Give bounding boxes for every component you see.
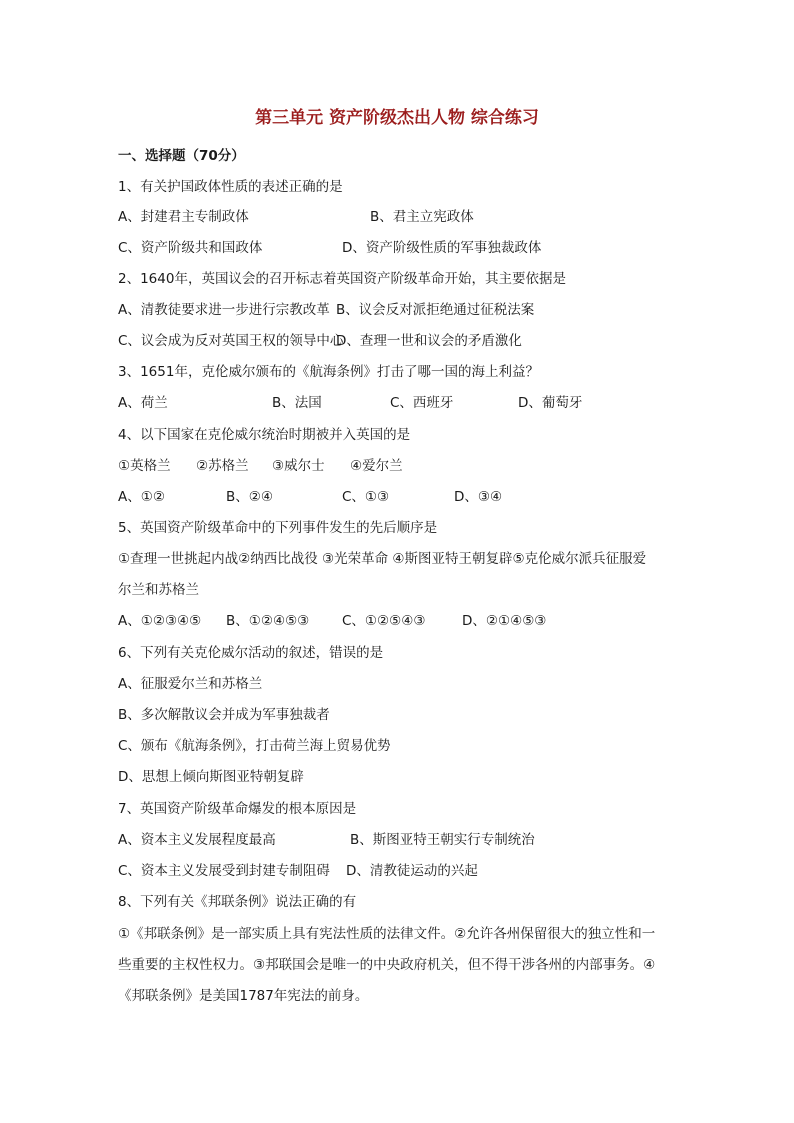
question-6-option-a: A、征服爱尔兰和苏格兰 bbox=[118, 676, 263, 692]
question-7-option-a: A、资本主义发展程度最高 bbox=[118, 832, 276, 848]
question-3-option-d: D、葡萄牙 bbox=[518, 395, 583, 411]
question-4-item-2: ②苏格兰 bbox=[196, 458, 249, 474]
question-3-option-a: A、荷兰 bbox=[118, 395, 168, 411]
question-7-option-c: C、资本主义发展受到封建专制阻碍 bbox=[118, 863, 330, 879]
section-heading: 一、选择题（70分） bbox=[118, 148, 245, 164]
question-2-option-d: D、查理一世和议会的矛盾激化 bbox=[336, 333, 522, 349]
question-6-stem: 6、下列有关克伦威尔活动的叙述，错误的是 bbox=[118, 645, 384, 661]
question-5-option-a: A、①②③④⑤ bbox=[118, 613, 202, 629]
question-1-option-b: B、君主立宪政体 bbox=[370, 209, 474, 225]
question-3-stem: 3、1651年，克伦威尔颁布的《航海条例》打击了哪一国的海上利益？ bbox=[118, 364, 539, 380]
question-4-option-c: C、①③ bbox=[342, 489, 390, 505]
question-3-option-b: B、法国 bbox=[272, 395, 322, 411]
question-4-item-1: ①英格兰 bbox=[118, 458, 171, 474]
question-8-stem: 8、下列有关《邦联条例》说法正确的有 bbox=[118, 894, 357, 910]
question-1-option-a: A、封建君主专制政体 bbox=[118, 209, 249, 225]
question-4-stem: 4、以下国家在克伦威尔统治时期被并入英国的是 bbox=[118, 427, 411, 443]
question-5-items-line-1: ①查理一世挑起内战②纳西比战役 ③光荣革命 ④斯图亚特王朝复辟⑤克伦威尔派兵征服爱 bbox=[118, 551, 647, 567]
question-4-option-a: A、①② bbox=[118, 489, 165, 505]
question-7-option-d: D、清教徒运动的兴起 bbox=[346, 863, 478, 879]
question-6-option-c: C、颁布《航海条例》，打击荷兰海上贸易优势 bbox=[118, 738, 391, 754]
question-8-paragraph-line-3: 《邦联条例》是美国1787年宪法的前身。 bbox=[118, 988, 369, 1004]
question-2-option-c: C、议会成为反对英国王权的领导中心 bbox=[118, 333, 344, 349]
question-6-option-d: D、思想上倾向斯图亚特朝复辟 bbox=[118, 769, 304, 785]
question-7-option-b: B、斯图亚特王朝实行专制统治 bbox=[350, 832, 535, 848]
question-5-option-b: B、①②④⑤③ bbox=[226, 613, 310, 629]
question-4-option-d: D、③④ bbox=[454, 489, 503, 505]
question-4-option-b: B、②④ bbox=[226, 489, 273, 505]
question-6-option-b: B、多次解散议会并成为军事独裁者 bbox=[118, 707, 330, 723]
question-5-option-d: D、②①④⑤③ bbox=[462, 613, 547, 629]
question-5-items-line-2: 尔兰和苏格兰 bbox=[118, 582, 199, 598]
question-1-option-d: D、资产阶级性质的军事独裁政体 bbox=[342, 240, 542, 256]
page-title: 第三单元 资产阶级杰出人物 综合练习 bbox=[255, 108, 539, 128]
question-1-option-c: C、资产阶级共和国政体 bbox=[118, 240, 263, 256]
question-2-option-a: A、清教徒要求进一步进行宗教改革 bbox=[118, 302, 330, 318]
question-5-stem: 5、英国资产阶级革命中的下列事件发生的先后顺序是 bbox=[118, 520, 438, 536]
question-4-item-4: ④爱尔兰 bbox=[350, 458, 403, 474]
question-2-stem: 2、1640年，英国议会的召开标志着英国资产阶级革命开始，其主要依据是 bbox=[118, 271, 566, 287]
question-8-paragraph-line-1: ①《邦联条例》是一部实质上具有宪法性质的法律文件。②允许各州保留很大的独立性和一 bbox=[118, 926, 656, 942]
question-4-item-3: ③威尔士 bbox=[272, 458, 325, 474]
question-1-stem: 1、有关护国政体性质的表述正确的是 bbox=[118, 179, 343, 195]
question-5-option-c: C、①②⑤④③ bbox=[342, 613, 426, 629]
question-3-option-c: C、西班牙 bbox=[390, 395, 454, 411]
question-8-paragraph-line-2: 些重要的主权性权力。③邦联国会是唯一的中央政府机关，但不得干涉各州的内部事务。④ bbox=[118, 957, 656, 973]
question-2-option-b: B、议会反对派拒绝通过征税法案 bbox=[336, 302, 535, 318]
question-7-stem: 7、英国资产阶级革命爆发的根本原因是 bbox=[118, 801, 357, 817]
